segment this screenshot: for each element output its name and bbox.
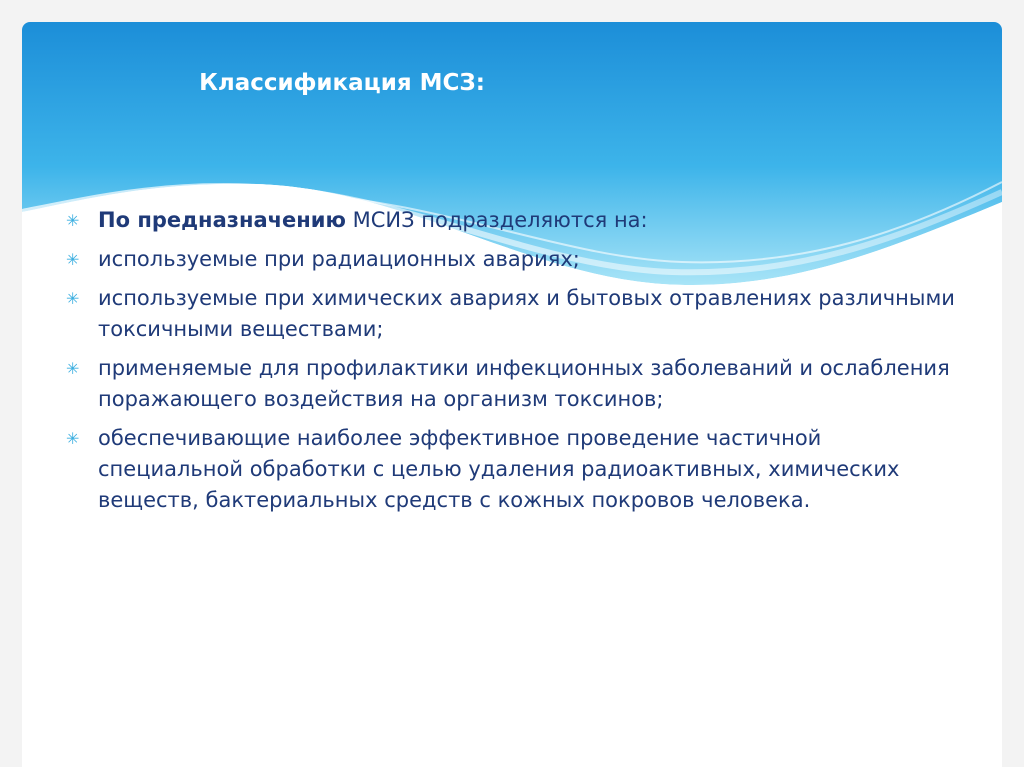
bullet-text: обеспечивающие наиболее эффективное проведение частичной специальной обработки с целью удаления радиоактивных, химических веществ, бактериальных средств с кожных покровов человека.: [98, 426, 900, 512]
bullet-text: используемые при химических авариях и бытовых отравлениях различными токсичными веществами;: [98, 286, 955, 341]
asterisk-bullet-icon: ✳: [66, 429, 80, 448]
bullet-item: [66, 205, 966, 236]
asterisk-bullet-icon: ✳: [66, 359, 80, 378]
slide: [22, 22, 1002, 767]
bullet-text: МСИЗ подразделяются на:: [345, 208, 648, 232]
asterisk-bullet-icon: ✳: [66, 250, 80, 269]
bullet-item: [66, 353, 966, 415]
bullet-item: [66, 283, 966, 345]
bullet-list: [66, 205, 966, 524]
bullet-bold-text: По предназначению: [98, 208, 346, 232]
slide-title: Классификация МСЗ:: [199, 70, 485, 96]
asterisk-bullet-icon: ✳: [66, 211, 80, 230]
bullet-text: используемые при радиационных авариях;: [98, 247, 580, 271]
bullet-item: [66, 244, 966, 275]
bullet-text: применяемые для профилактики инфекционных заболеваний и ослабления поражающего воздействия на организм токсинов;: [98, 356, 950, 411]
asterisk-bullet-icon: ✳: [66, 289, 80, 308]
bullet-item: [66, 423, 966, 516]
